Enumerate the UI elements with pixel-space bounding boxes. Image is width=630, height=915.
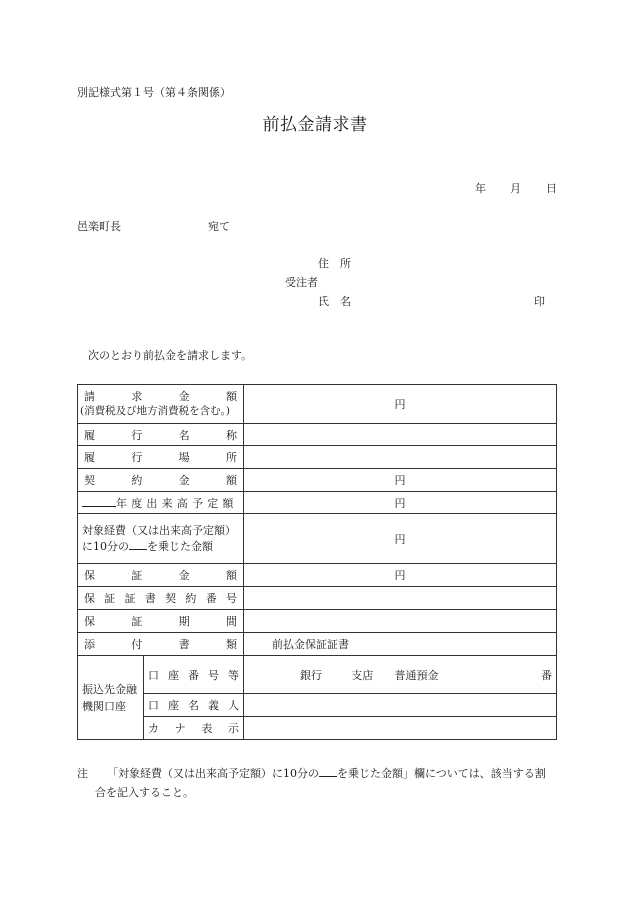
label-char: 金 (178, 474, 190, 487)
label-char: 表 (201, 722, 213, 735)
request-amount-field[interactable] (244, 385, 557, 424)
ratio-blank[interactable] (129, 540, 147, 550)
row-performance-place (78, 446, 557, 469)
label-performance-name (78, 424, 244, 446)
label-char: ナ (174, 722, 186, 735)
label-char: 履 (84, 451, 95, 464)
row-guarantee-period (78, 610, 557, 633)
row-ratio-amount (78, 514, 557, 564)
ratio-prefix: に10分の (82, 539, 129, 553)
contractor-role-label: 受注者 (285, 276, 318, 289)
label-char: 証 (104, 592, 116, 605)
label-char: 保 (84, 592, 95, 605)
date-day-label: 日 (546, 182, 557, 195)
label-char: 号 (225, 592, 237, 605)
date-month-label: 月 (510, 182, 521, 195)
row-contract-amount (78, 469, 557, 492)
note-text-a: 「対象経費（又は出来高予定額）に10分の (107, 767, 319, 780)
label-guarantee-contract-number (78, 587, 244, 610)
label-char: 添 (84, 638, 95, 651)
row-planned-amount (78, 492, 557, 514)
label-char: 行 (131, 451, 143, 464)
label-char: 所 (225, 451, 237, 464)
label-char: 称 (225, 428, 237, 442)
yen-unit: 円 (394, 398, 406, 411)
account-holder-field[interactable] (244, 694, 557, 717)
performance-place-field[interactable] (244, 446, 557, 469)
label-char: 座 (168, 699, 179, 712)
row-account-holder (78, 694, 557, 717)
bank-group-label: 振込先金融機関口座 (82, 682, 137, 713)
label-char: 保 (84, 569, 95, 582)
label-bank-group (78, 656, 144, 740)
label-char: 約 (131, 474, 143, 487)
document-title: 前払金請求書 (262, 115, 368, 135)
label-char: 示 (228, 722, 240, 735)
planned-amount-label: 年度出来高予定額 (116, 496, 238, 510)
contract-amount-field[interactable] (244, 469, 557, 492)
label-char: カ (148, 722, 159, 735)
performance-name-field[interactable] (244, 424, 557, 446)
row-request-amount (78, 385, 557, 424)
label-char: 履 (84, 428, 95, 442)
label-char: 額 (225, 390, 237, 403)
label-char: 求 (131, 390, 143, 403)
label-char: 契 (165, 592, 177, 605)
label-char: 契 (84, 474, 95, 487)
tax-note: (消費税及び地方消費税を含む。) (80, 405, 230, 417)
contractor-address-label: 住 所 (318, 257, 351, 270)
row-guarantee-contract-number (78, 587, 557, 610)
account-number-field[interactable] (244, 656, 557, 694)
bank-label: 銀行 (300, 668, 323, 682)
label-char: 書 (144, 592, 156, 605)
label-char: 人 (228, 699, 239, 712)
note-prefix: 注 (77, 767, 88, 780)
label-kana (144, 717, 244, 740)
label-guarantee-period (78, 610, 244, 633)
branch-label: 支店 (351, 668, 374, 682)
label-char: 場 (178, 451, 190, 464)
label-char: 類 (225, 638, 237, 651)
ratio-line-2 (82, 539, 239, 555)
label-contract-amount (78, 469, 244, 492)
label-char: 金 (178, 390, 190, 403)
label-request-amount (78, 385, 244, 424)
label-account-holder (144, 694, 244, 717)
label-char: 請 (84, 390, 95, 403)
label-char: 等 (228, 668, 239, 682)
label-char: 証 (124, 592, 136, 605)
row-account-number (78, 656, 557, 694)
row-kana (78, 717, 557, 740)
label-char: 書 (178, 638, 190, 651)
label-char: 証 (131, 615, 143, 628)
yen-unit: 円 (394, 569, 406, 582)
addressee-suffix: 宛て (208, 220, 230, 233)
label-ratio-amount (78, 514, 244, 564)
contractor-name-label: 氏 名 (318, 295, 351, 308)
label-char: 名 (178, 428, 190, 442)
label-char: 間 (225, 615, 237, 628)
label-char: 番 (205, 592, 217, 605)
label-planned-amount (78, 492, 244, 514)
planned-amount-field[interactable] (244, 492, 557, 514)
label-char: 号 (208, 668, 219, 682)
label-char: 口 (148, 668, 159, 682)
label-char: 座 (168, 668, 179, 682)
deposit-type-label: 普通預金 (394, 668, 439, 682)
yen-unit: 円 (394, 532, 406, 546)
yen-unit: 円 (394, 496, 406, 510)
label-guarantee-amount (78, 564, 244, 587)
kana-field[interactable] (244, 717, 557, 740)
label-char: 約 (185, 592, 197, 605)
label-char: 額 (225, 474, 237, 487)
year-blank[interactable] (82, 497, 116, 507)
row-performance-name (78, 424, 557, 446)
ratio-amount-field[interactable] (244, 514, 557, 564)
row-attachments (78, 633, 557, 656)
ratio-line-1: 対象経費（又は出来高予定額） (82, 523, 236, 537)
label-char: 付 (131, 638, 143, 651)
ratio-suffix: を乗じた金額 (147, 539, 213, 553)
label-account-number (144, 656, 244, 694)
form-number: 別記様式第１号（第４条関係） (77, 86, 231, 99)
label-char: 義 (208, 699, 219, 712)
note-blank (319, 767, 337, 777)
label-char: 期 (178, 615, 190, 628)
guarantee-amount-field[interactable] (244, 564, 557, 587)
label-char: 名 (188, 699, 199, 712)
attachments-field[interactable] (244, 633, 557, 656)
yen-unit: 円 (394, 474, 406, 487)
guarantee-contract-number-field[interactable] (244, 587, 557, 610)
footnote (77, 764, 567, 802)
date-year-label: 年 (475, 182, 486, 195)
request-form-table (77, 384, 557, 740)
seal-mark: 印 (534, 295, 545, 308)
intro-text: 次のとおり前払金を請求します。 (88, 349, 253, 362)
guarantee-period-field[interactable] (244, 610, 557, 633)
note-text-b: を乗じた金額」欄については、該当する割 (337, 767, 546, 780)
label-attachments (78, 633, 244, 656)
label-char: 行 (131, 428, 143, 442)
label-char: 証 (131, 569, 143, 582)
label-char: 口 (148, 699, 159, 712)
addressee-name: 邑楽町長 (77, 220, 121, 233)
label-char: 番 (188, 668, 199, 682)
attachment-value: 前払金保証証書 (272, 638, 350, 651)
label-char: 保 (84, 615, 95, 628)
label-char: 額 (225, 569, 237, 582)
number-suffix-label: 番 (540, 668, 552, 682)
label-char: 金 (178, 569, 190, 582)
label-performance-place (78, 446, 244, 469)
row-guarantee-amount (78, 564, 557, 587)
note-text-c: 合を記入すること。 (95, 786, 194, 799)
